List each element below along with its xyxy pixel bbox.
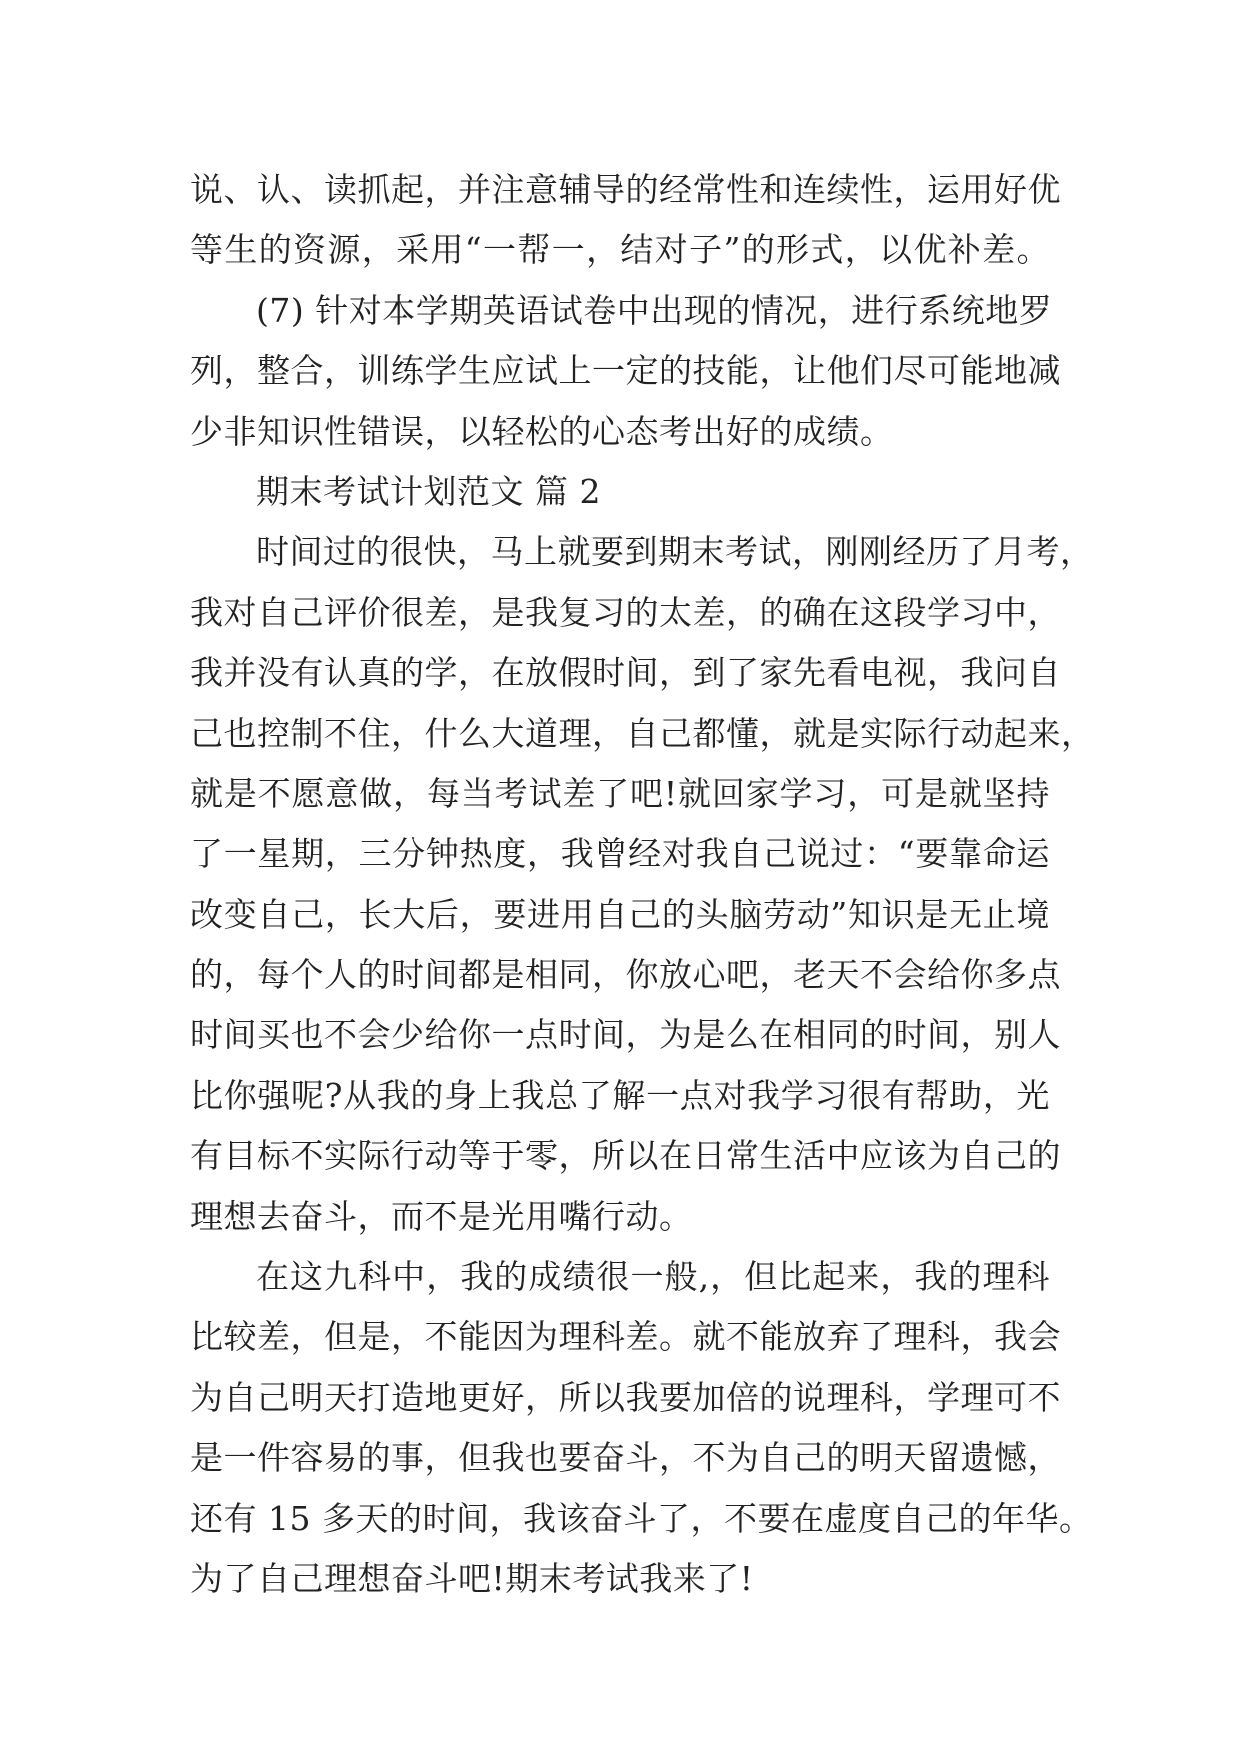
text-line: 我并没有认真的学，在放假时间，到了家先看电视，我问自 xyxy=(190,653,1061,693)
text-line: 说、认、读抓起，并注意辅导的经常性和连续性，运用好优 xyxy=(190,170,1061,209)
text-line: 比你强呢?从我的身上我总了解一点对我学习很有帮助，光 xyxy=(190,1075,1050,1115)
text-line: 我对自己评价很差，是我复习的太差，的确在这段学习中， xyxy=(190,592,1061,632)
text-line: 有目标不实际行动等于零，所以在日常生活中应该为自己的 xyxy=(190,1136,1061,1176)
text-line: 是一件容易的事，但我也要奋斗，不为自己的明天留遗憾， xyxy=(190,1438,1061,1478)
text-line: 列，整合，训练学生应试上一定的技能，让他们尽可能地减 xyxy=(190,351,1061,391)
text-line: 比较差，但是，不能因为理科差。就不能放弃了理科，我会 xyxy=(190,1317,1061,1357)
text-line: 就是不愿意做，每当考试差了吧!就回家学习，可是就坚持 xyxy=(190,773,1050,813)
text-line: 改变自己，长大后，要进用自己的头脑劳动”知识是无止境 xyxy=(190,894,1050,934)
text-line: 的，每个人的时间都是相同，你放心吧，老天不会给你多点 xyxy=(190,955,1061,995)
text-line: 等生的资源，采用“一帮一，结对子”的形式，以优补差。 xyxy=(190,230,1050,270)
text-line: 理想去奋斗，而不是光用嘴行动。 xyxy=(190,1196,693,1236)
text-line: 了一星期，三分钟热度，我曾经对我自己说过：“要靠命运 xyxy=(190,834,1050,874)
paragraph-start-line: 时间过的很快，马上就要到期末考试，刚刚经历了月考， xyxy=(256,532,1094,572)
text-line: 为自己明天打造地更好，所以我要加倍的说理科，学理可不 xyxy=(190,1377,1061,1417)
paragraph-start-line: (7) 针对本学期英语试卷中出现的情况，进行系统地罗 xyxy=(256,290,1053,330)
paragraph-start-line: 在这九科中，我的成绩很一般,，但比起来，我的理科 xyxy=(256,1257,1050,1297)
text-line: 还有 15 多天的时间，我该奋斗了，不要在虚度自己的年华。 xyxy=(190,1498,1093,1538)
text-line: 为了自己理想奋斗吧!期末考试我来了! xyxy=(190,1558,754,1598)
text-line: 时间买也不会少给你一点时间，为是么在相同的时间，别人 xyxy=(190,1015,1061,1055)
document-body xyxy=(190,160,1095,1609)
text-line: 己也控制不住，什么大道理，自己都懂，就是实际行动起来， xyxy=(190,713,1095,753)
section-heading: 期末考试计划范文 篇 2 xyxy=(256,471,601,511)
text-line: 少非知识性错误，以轻松的心态考出好的成绩。 xyxy=(190,411,894,451)
